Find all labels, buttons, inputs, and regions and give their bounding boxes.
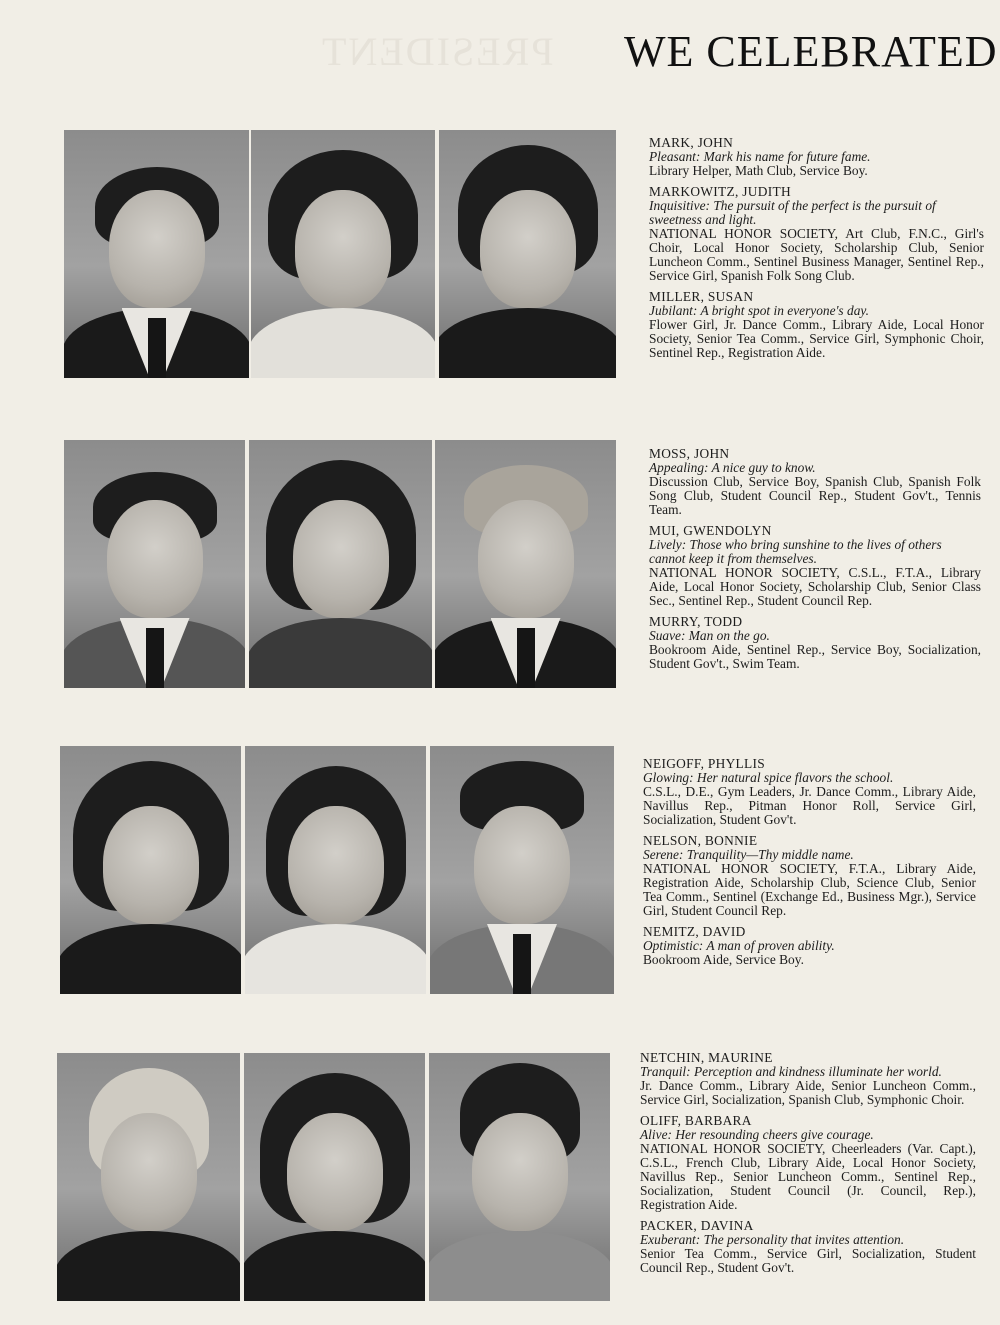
student-motto: Pleasant: Mark his name for future fame.	[649, 149, 871, 164]
student-motto: Appealing: A nice guy to know.	[649, 460, 816, 475]
portrait-photo-packer-davina	[429, 1053, 610, 1301]
student-motto: Jubilant: A bright spot in everyone's day.	[649, 303, 869, 318]
student-name: MILLER, SUSAN	[649, 289, 754, 304]
portrait-photo-mark-john	[64, 130, 249, 378]
student-entry	[649, 447, 981, 517]
student-name: MARKOWITZ, JUDITH	[649, 184, 791, 199]
portrait-photo-nemitz-david	[430, 746, 614, 994]
bio-column-row-3	[643, 757, 976, 974]
student-entry	[643, 925, 976, 967]
student-activities: Senior Tea Comm., Service Girl, Socialization, Student Council Rep., Student Gov't.	[640, 1246, 976, 1275]
student-name: PACKER, DAVINA	[640, 1218, 754, 1233]
student-name: MARK, JOHN	[649, 135, 734, 150]
bio-column-row-4	[640, 1051, 976, 1282]
portrait-photo-miller-susan	[439, 130, 616, 378]
bio-column-row-1	[649, 136, 984, 367]
student-activities: NATIONAL HONOR SOCIETY, C.S.L., F.T.A., Library Aide, Local Honor Society, Scholarship Club, Senior Class Sec., Sentinel Rep., Student Council Rep.	[649, 565, 981, 608]
student-activities: NATIONAL HONOR SOCIETY, Cheerleaders (Var. Capt.), C.S.L., French Club, Library Aide, Local Honor Society, Navillus Rep., Senior Luncheon Comm., Sentinel Rep., Socialization, Student Council (Jr. Council, Rep.), Registration Aide.	[640, 1141, 976, 1212]
student-motto: Lively: Those who bring sunshine to the lives of others cannot keep it from themselves.	[649, 537, 942, 566]
student-activities: Library Helper, Math Club, Service Boy.	[649, 163, 868, 178]
portrait-photo-neigoff-phyllis	[60, 746, 241, 994]
student-activities: Flower Girl, Jr. Dance Comm., Library Aide, Local Honor Society, Senior Tea Comm., Service Girl, Symphonic Choir, Sentinel Rep., Registration Aide.	[649, 317, 984, 360]
student-name: MOSS, JOHN	[649, 446, 730, 461]
student-motto: Optimistic: A man of proven ability.	[643, 938, 835, 953]
student-motto: Glowing: Her natural spice flavors the school.	[643, 770, 894, 785]
student-motto: Alive: Her resounding cheers give courage.	[640, 1127, 874, 1142]
portrait-photo-oliff-barbara	[244, 1053, 425, 1301]
ghost-show-through-title: PRESIDENT	[320, 29, 554, 74]
portrait-photo-markowitz-judith	[251, 130, 435, 378]
student-entry	[643, 757, 976, 827]
student-motto: Serene: Tranquility—Thy middle name.	[643, 847, 854, 862]
bio-column-row-2	[649, 447, 981, 678]
student-entry	[640, 1051, 976, 1107]
student-motto: Suave: Man on the go.	[649, 628, 770, 643]
student-entry	[640, 1114, 976, 1212]
portrait-photo-murry-todd	[435, 440, 616, 688]
student-entry	[643, 834, 976, 918]
student-activities: Discussion Club, Service Boy, Spanish Club, Spanish Folk Song Club, Student Council Rep., Student Gov't., Tennis Team.	[649, 474, 981, 517]
student-motto: Inquisitive: The pursuit of the perfect is the pursuit of sweetness and light.	[649, 198, 936, 227]
student-name: OLIFF, BARBARA	[640, 1113, 752, 1128]
student-name: MURRY, TODD	[649, 614, 743, 629]
student-name: NETCHIN, MAURINE	[640, 1050, 773, 1065]
student-activities: NATIONAL HONOR SOCIETY, F.T.A., Library Aide, Registration Aide, Scholarship Club, Science Club, Senior Tea Comm., Sentinel (Exchange Ed., Business Mgr.), Service Girl, Student Council Rep.	[643, 861, 976, 918]
student-name: NELSON, BONNIE	[643, 833, 758, 848]
student-entry	[649, 136, 984, 178]
student-activities: NATIONAL HONOR SOCIETY, Art Club, F.N.C., Girl's Choir, Local Honor Society, Scholarship Club, Senior Luncheon Comm., Sentinel Business Manager, Sentinel Rep., Service Girl, Spanish Folk Song Club.	[649, 226, 984, 283]
portrait-photo-nelson-bonnie	[245, 746, 426, 994]
student-name: MUI, GWENDOLYN	[649, 523, 772, 538]
student-entry	[649, 185, 984, 283]
student-activities: Bookroom Aide, Service Boy.	[643, 952, 804, 967]
student-activities: Jr. Dance Comm., Library Aide, Senior Luncheon Comm., Service Girl, Socialization, Spanish Club, Symphonic Choir.	[640, 1078, 976, 1107]
student-entry	[649, 290, 984, 360]
portrait-photo-netchin-maurine	[57, 1053, 240, 1301]
portrait-photo-mui-gwendolyn	[249, 440, 432, 688]
student-entry	[640, 1219, 976, 1275]
student-activities: Bookroom Aide, Sentinel Rep., Service Boy, Socialization, Student Gov't., Swim Team.	[649, 642, 981, 671]
student-motto: Tranquil: Perception and kindness illuminate her world.	[640, 1064, 942, 1079]
page-title: WE CELEBRATED	[624, 27, 998, 76]
student-name: NEMITZ, DAVID	[643, 924, 746, 939]
portrait-photo-moss-john	[64, 440, 245, 688]
student-entry	[649, 524, 981, 608]
student-name: NEIGOFF, PHYLLIS	[643, 756, 766, 771]
student-activities: C.S.L., D.E., Gym Leaders, Jr. Dance Comm., Library Aide, Navillus Rep., Pitman Honor Roll, Service Girl, Socialization, Student Gov't.	[643, 784, 976, 827]
student-motto: Exuberant: The personality that invites attention.	[640, 1232, 905, 1247]
student-entry	[649, 615, 981, 671]
